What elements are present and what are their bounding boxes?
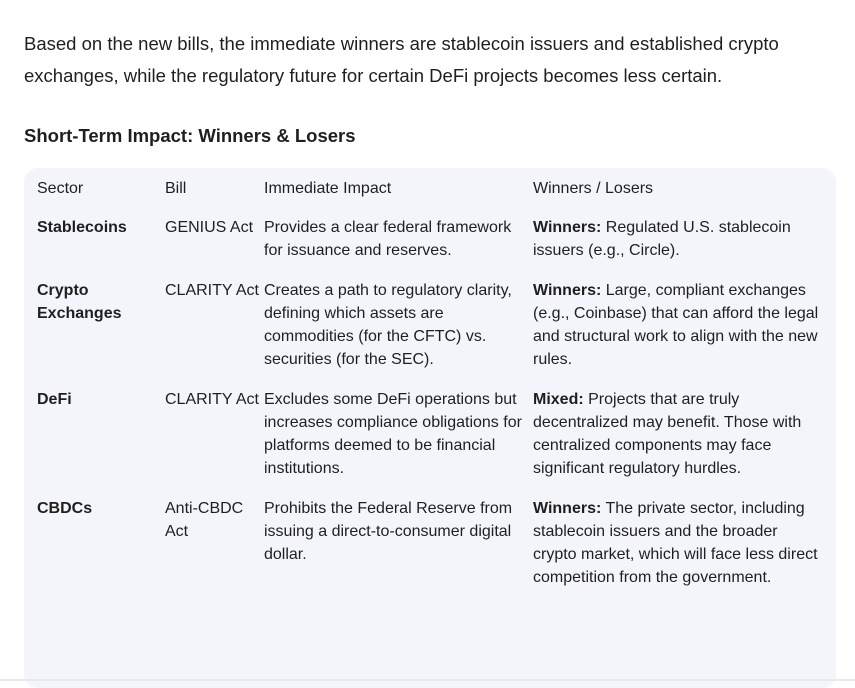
verdict-cell <box>533 371 836 480</box>
impact-cell: Provides a clear federal framework for issuance and reserves. <box>264 219 512 259</box>
verdict-text: Regulated U.S. stablecoin issuers (e.g., Circle). <box>533 219 791 259</box>
verdict-label: Winners: <box>533 282 602 299</box>
impact-cell: Creates a path to regulatory clarity, defining which assets are commodities (for the CFTC) vs. securities (for the SEC). <box>264 282 512 368</box>
impact-table-card <box>24 168 836 688</box>
header-winners-losers: Winners / Losers <box>533 180 654 197</box>
impact-cell: Excludes some DeFi operations but increases compliance obligations for platforms deemed to be financial institutions. <box>264 391 522 477</box>
verdict-text: The private sector, including stablecoin issuers and the broader crypto market, which will face less direct competition from the government. <box>533 500 818 586</box>
verdict-cell <box>533 208 836 262</box>
verdict-label: Winners: <box>533 500 602 517</box>
impact-cell: Prohibits the Federal Reserve from issuing a direct-to-consumer digital dollar. <box>264 500 513 563</box>
sector-cell: Crypto Exchanges <box>37 282 122 322</box>
bill-cell: CLARITY Act <box>165 391 259 408</box>
verdict-cell <box>533 480 836 589</box>
table-row <box>24 480 836 589</box>
bill-cell: GENIUS Act <box>165 219 254 236</box>
impact-table <box>24 168 836 589</box>
verdict-text: Large, compliant exchanges (e.g., Coinbase) that can afford the legal and structural work to align with the new rules. <box>533 282 819 368</box>
section-title: Short-Term Impact: Winners & Losers <box>24 125 356 146</box>
verdict-cell <box>533 262 836 371</box>
table-row <box>24 262 836 371</box>
verdict-label: Winners: <box>533 219 602 236</box>
header-bill: Bill <box>165 180 187 197</box>
verdict-label: Mixed: <box>533 391 584 408</box>
sector-cell: CBDCs <box>37 500 93 517</box>
intro-paragraph: Based on the new bills, the immediate winners are stablecoin issuers and established crypto exchanges, while the regulatory future for certain DeFi projects becomes less certain. <box>24 33 779 86</box>
verdict-text: Projects that are truly decentralized may benefit. Those with centralized components may face significant regulatory hurdles. <box>533 391 802 477</box>
bill-cell: Anti-CBDC Act <box>165 500 244 540</box>
table-row <box>24 208 836 262</box>
header-impact: Immediate Impact <box>264 180 392 197</box>
sector-cell: Stablecoins <box>37 219 127 236</box>
bill-cell: CLARITY Act <box>165 282 259 299</box>
sector-cell: DeFi <box>37 391 72 408</box>
table-header-row <box>24 168 836 208</box>
header-sector: Sector <box>37 180 84 197</box>
table-row <box>24 371 836 480</box>
